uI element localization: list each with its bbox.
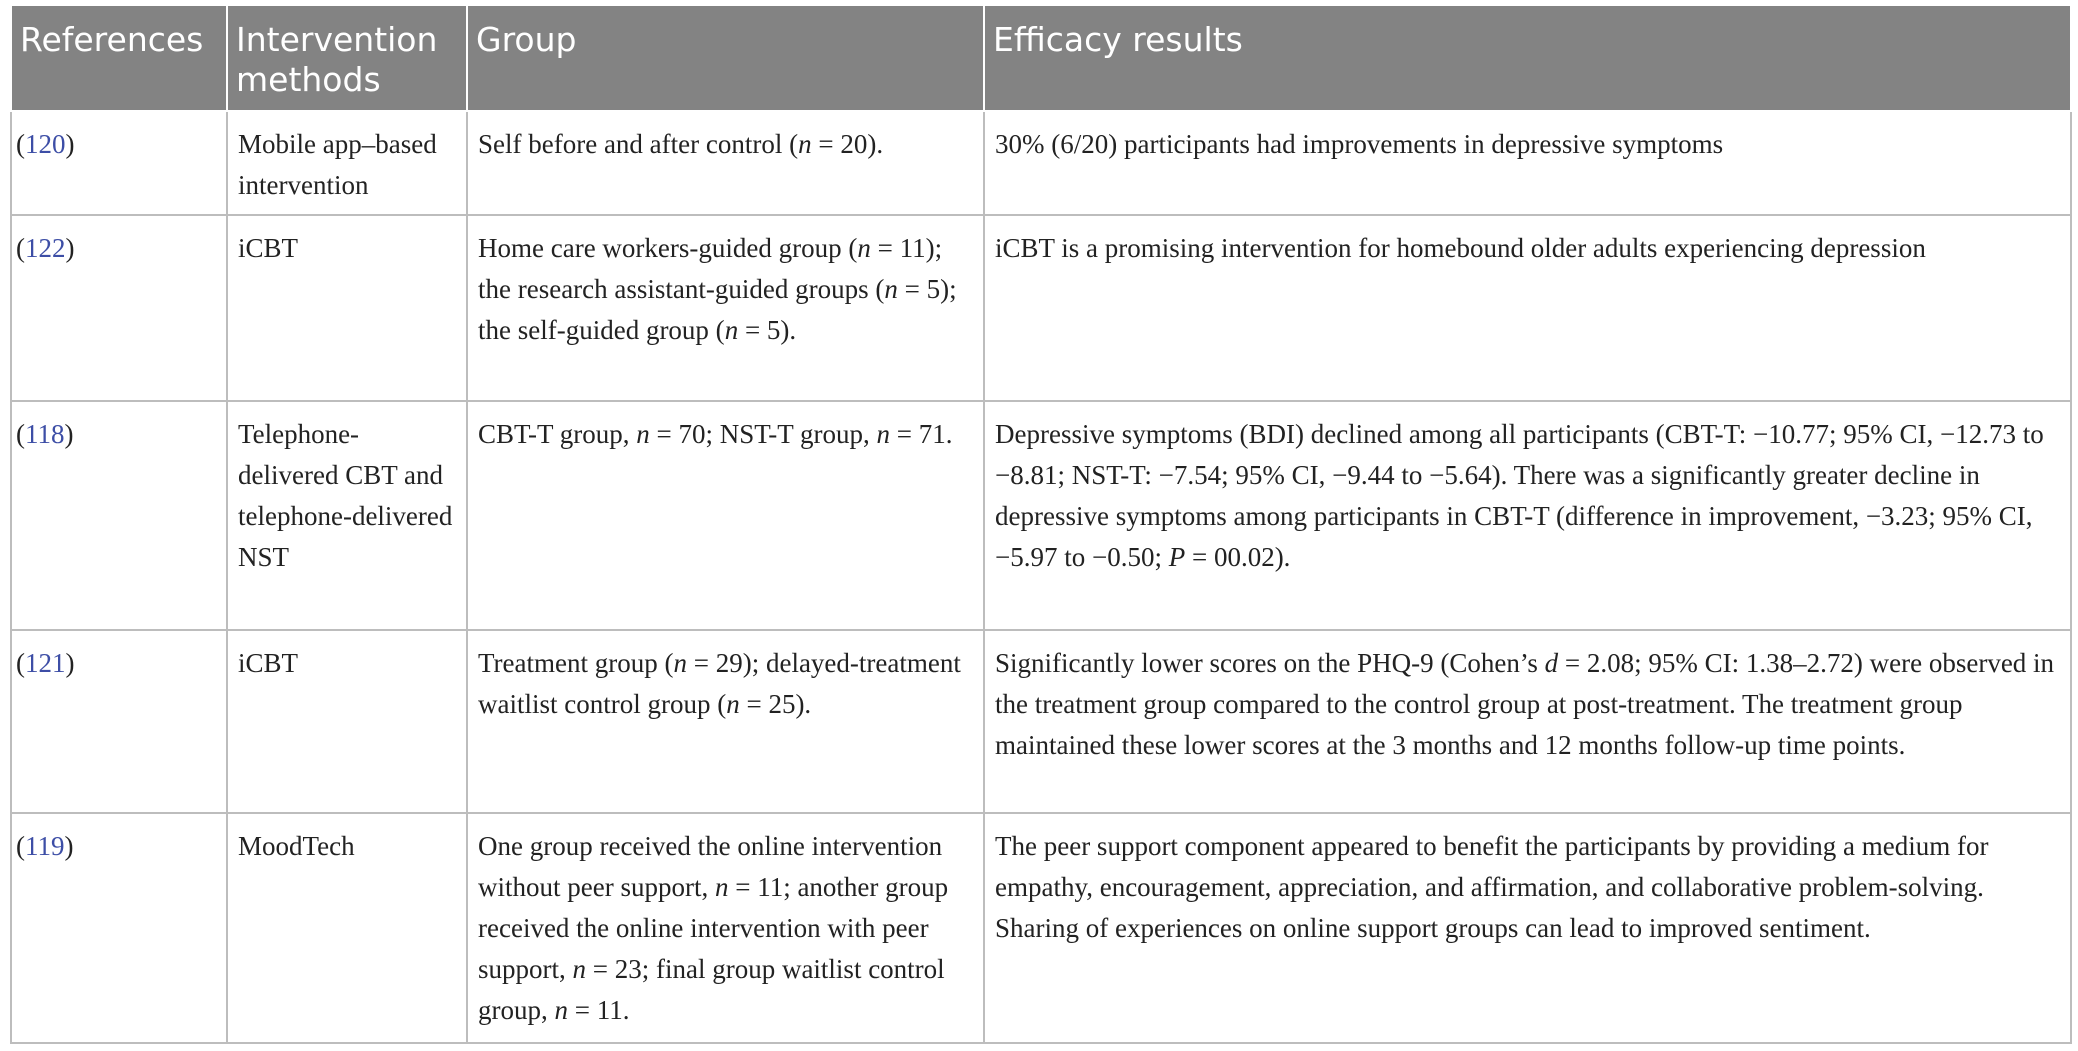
header-references: References: [11, 5, 227, 111]
method-cell: iCBT: [227, 630, 467, 813]
cell-text: = 11); the research assistant-guided groups (: [478, 233, 943, 304]
reference-link[interactable]: 119: [25, 831, 65, 861]
header-intervention-methods: Intervention methods: [227, 5, 467, 111]
cell-text: CBT-T group,: [478, 419, 637, 449]
method-cell: Mobile app–based intervention: [227, 111, 467, 215]
cell-text: = 25).: [739, 689, 812, 719]
cell-text: = 29); delayed-treatment waitlist control group (: [478, 648, 961, 719]
cell-text: = 23; final group waitlist control group,: [478, 954, 945, 1025]
cell-text: = 00.02).: [1185, 542, 1291, 572]
reference-cell: (122): [11, 215, 227, 401]
table-row: [11, 630, 2071, 813]
cell-text: = 5); the self-guided group (: [478, 274, 957, 345]
method-cell: Telephone-delivered CBT and telephone-delivered NST: [227, 401, 467, 630]
cell-text: = 11.: [568, 995, 630, 1025]
italic-symbol: n: [876, 419, 891, 449]
table-row: [11, 215, 2071, 401]
reference-link[interactable]: 120: [25, 129, 66, 159]
cell-text: = 71.: [890, 419, 953, 449]
italic-symbol: n: [572, 954, 586, 984]
reference-link[interactable]: 122: [25, 233, 66, 263]
header-efficacy-results: Efficacy results: [984, 5, 2071, 111]
cell-text: Treatment group (: [478, 648, 674, 678]
method-cell: iCBT: [227, 215, 467, 401]
italic-symbol: n: [724, 315, 739, 345]
efficacy-cell: [984, 111, 2071, 215]
table-row: [11, 813, 2071, 1043]
table-row: [11, 111, 2071, 215]
reference-cell: (118): [11, 401, 227, 630]
cell-text: The peer support component appeared to benefit the participants by providing a medium for empathy, encouragement, appreciation, and affirmation, and collaborative problem-solving. Sharing of experiences on online support groups can lead to improved sentiment.: [995, 831, 1989, 943]
method-cell: MoodTech: [227, 813, 467, 1043]
reference-cell: (120): [11, 111, 227, 215]
cell-text: 30% (6/20) participants had improvements in depressive symptoms: [995, 129, 1724, 159]
cell-text: Home care workers-guided group (: [478, 233, 858, 263]
italic-symbol: n: [726, 689, 740, 719]
cell-text: = 2.08; 95% CI: 1.38–2.72) were observed in the treatment group compared to the control group at post-treatment. The treatment group maintained these lower scores at the 3 months and 12 months follow-up time points.: [995, 648, 2055, 760]
cell-text: Self before and after control (: [478, 129, 799, 159]
efficacy-cell: [984, 215, 2071, 401]
cell-text: iCBT is a promising intervention for homebound older adults experiencing depression: [995, 233, 1926, 263]
italic-symbol: n: [714, 872, 729, 902]
cell-text: = 11; another group received the online intervention with peer support,: [478, 872, 949, 984]
cell-text: Significantly lower scores on the PHQ-9 (Cohen’s: [995, 648, 1545, 678]
header-group: Group: [467, 5, 984, 111]
reference-link[interactable]: 118: [25, 419, 65, 449]
cell-text: = 20).: [811, 129, 884, 159]
cell-text: One group received the online intervention without peer support,: [478, 831, 943, 902]
cell-text: = 70; NST-T group,: [649, 419, 877, 449]
italic-symbol: n: [673, 648, 687, 678]
efficacy-cell: [984, 630, 2071, 813]
reference-link[interactable]: 121: [25, 648, 66, 678]
italic-symbol: P: [1168, 542, 1186, 572]
group-cell: [467, 215, 984, 401]
efficacy-table: [10, 4, 2072, 1044]
table-body: [11, 111, 2071, 1043]
table-row: [11, 401, 2071, 630]
italic-symbol: n: [884, 274, 898, 304]
italic-symbol: d: [1544, 648, 1559, 678]
table-header: [11, 5, 2071, 111]
header-row: [11, 5, 2071, 111]
italic-symbol: n: [554, 995, 568, 1025]
efficacy-cell: [984, 813, 2071, 1043]
efficacy-cell: [984, 401, 2071, 630]
reference-cell: (119): [11, 813, 227, 1043]
italic-symbol: n: [798, 129, 812, 159]
group-cell: [467, 401, 984, 630]
cell-text: Depressive symptoms (BDI) declined among all participants (CBT-T: −10.77; 95% CI, −12.73 to −8.81; NST-T: −7.54; 95% CI, −9.44 to −5.64). There was a significantly greater decline in depressive symptoms among participants in CBT-T (difference in improvement, −3.23; 95% CI, −5.97 to −0.50;: [995, 419, 2044, 572]
results-table-container: [10, 4, 2070, 1044]
reference-cell: (121): [11, 630, 227, 813]
group-cell: [467, 630, 984, 813]
italic-symbol: n: [636, 419, 650, 449]
cell-text: = 5).: [738, 315, 797, 345]
group-cell: [467, 111, 984, 215]
group-cell: [467, 813, 984, 1043]
italic-symbol: n: [857, 233, 871, 263]
